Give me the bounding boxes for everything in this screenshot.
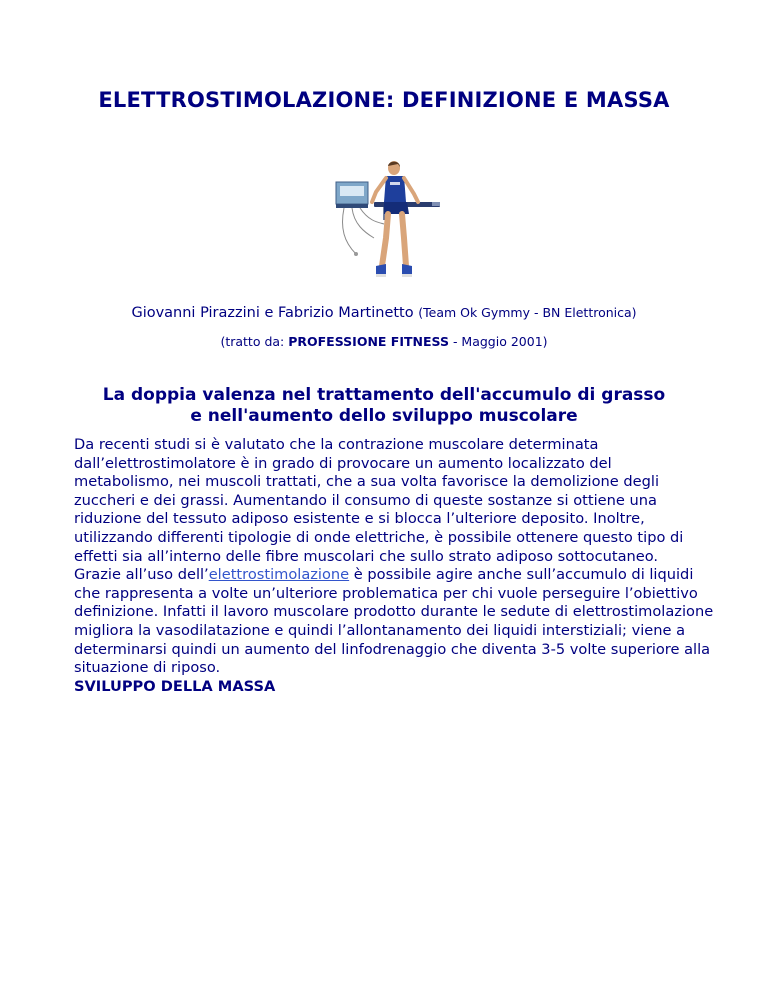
- author-names: Giovanni Pirazzini e Fabrizio Martinetto: [131, 305, 414, 321]
- paragraph-2: [74, 566, 714, 678]
- source-line: [0, 334, 768, 349]
- source-prefix: (tratto da:: [220, 334, 289, 349]
- paragraph-1: Da recenti studi si è valutato che la contrazione muscolare determinata dall’elettrostimolatore è in grado di provocare un aumento localizzato del metabolismo, nei muscoli trattati, che a sua volta favorisce la demolizione degli zuccheri e dei grassi. Aumentando il consumo di queste sostanze si ottiene una riduzione del tessuto adiposo esistente e si blocca l’ulteriore deposito. Inoltre, utilizzando differenti tipologie di onde elettriche, è possibile ottenere questo tipo di effetti sia all’interno delle fibre muscolari che sullo strato adiposo sottocutaneo.: [74, 436, 684, 565]
- article-subtitle: La doppia valenza nel trattamento dell'accumulo di grasso e nell'aumento dello sviluppo muscolare: [102, 385, 666, 426]
- page-title: ELETTROSTIMOLAZIONE: DEFINIZIONE E MASSA: [98, 88, 670, 112]
- authors-line: [0, 305, 768, 321]
- section-heading: SVILUPPO DELLA MASSA: [74, 677, 276, 695]
- paragraph-2-text-end: è possibile agire anche sull’accumulo di liquidi che rappresenta a volte un’ulteriore problematica per chi vuole perseguire l’obiettivo definizione. Infatti il lavoro muscolare prodotto durante le sedute di elettrostimolazione migliora la vasodilatazione e quindi l’allontanamento dei liquidi interstiziali; viene a determinarsi quindi un aumento del linfodrenaggio che diventa 3-5 volte superiore alla situazione di riposo.: [74, 566, 714, 677]
- source-publication: PROFESSIONE FITNESS: [288, 334, 449, 349]
- author-affiliation: (Team Ok Gymmy - BN Elettronica): [418, 305, 637, 320]
- paragraph-2-text-start: Grazie all’uso dell’: [74, 566, 209, 584]
- elettrostimolazione-link[interactable]: elettrostimolazione: [208, 566, 350, 584]
- athlete-electrostimulation-image: [314, 158, 444, 282]
- article-body: [74, 436, 714, 696]
- source-suffix: - Maggio 2001): [448, 334, 548, 349]
